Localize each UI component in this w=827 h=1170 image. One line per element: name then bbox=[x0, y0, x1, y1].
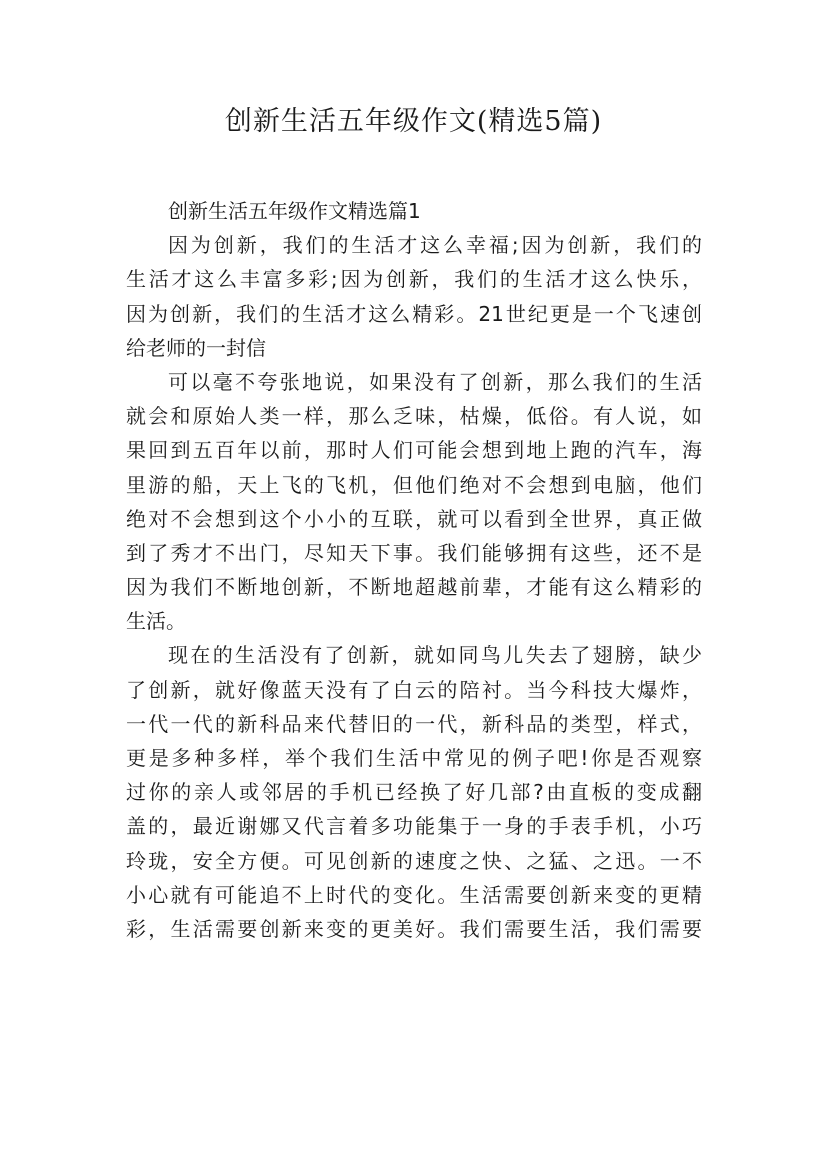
paragraph-line: 玲珑，安全方便。可见创新的速度之快、之猛、之迅。一不 bbox=[126, 848, 702, 873]
paragraph-line: 现在的生活没有了创新，就如同鸟儿失去了翅膀，缺少 bbox=[168, 643, 702, 668]
paragraph-line: 过你的亲人或邻居的手机已经换了好几部?由直板的变成翻 bbox=[126, 780, 702, 805]
paragraph-line: 绝对不会想到这个小小的互联，就可以看到全世界，真正做 bbox=[126, 506, 702, 531]
paragraph-line: 彩，生活需要创新来变的更美好。我们需要生活，我们需要 bbox=[126, 916, 702, 941]
paragraph-line: 因为我们不断地创新，不断地超越前辈，才能有这么精彩的 bbox=[126, 575, 702, 600]
paragraph-line: 里游的船，天上飞的飞机，但他们绝对不会想到电脑，他们 bbox=[126, 472, 702, 497]
paragraph-line: 了创新，就好像蓝天没有了白云的陪衬。当今科技大爆炸， bbox=[126, 677, 702, 702]
document-title: 创新生活五年级作文(精选5篇) bbox=[224, 106, 603, 137]
paragraph-line: 给老师的一封信 bbox=[126, 335, 266, 360]
paragraph-line: 因为创新，我们的生活才这么幸福;因为创新，我们的 bbox=[168, 233, 702, 258]
paragraph-line: 生活才这么丰富多彩;因为创新，我们的生活才这么快乐， bbox=[126, 267, 702, 292]
paragraph-line: 果回到五百年以前，那时人们可能会想到地上跑的汽车，海 bbox=[126, 438, 702, 463]
paragraph-line: 盖的，最近谢娜又代言着多功能集于一身的手表手机，小巧 bbox=[126, 814, 702, 839]
section-heading: 创新生活五年级作文精选篇1 bbox=[168, 199, 421, 223]
paragraph-line: 一代一代的新科品来代替旧的一代，新科品的类型，样式， bbox=[126, 711, 702, 736]
paragraph-line: 到了秀才不出门，尽知天下事。我们能够拥有这些，还不是 bbox=[126, 540, 702, 565]
paragraph-line: 小心就有可能追不上时代的变化。生活需要创新来变的更精 bbox=[126, 882, 702, 907]
paragraph-line: 可以毫不夸张地说，如果没有了创新，那么我们的生活 bbox=[168, 369, 702, 394]
paragraph-line: 因为创新，我们的生活才这么精彩。21世纪更是一个飞速创 bbox=[126, 301, 702, 326]
paragraph-line: 更是多种多样，举个我们生活中常见的例子吧!你是否观察 bbox=[126, 746, 702, 770]
paragraph-line: 生活。 bbox=[126, 609, 186, 634]
paragraph-line: 就会和原始人类一样，那么乏味，枯燥，低俗。有人说，如 bbox=[126, 404, 702, 429]
document-body bbox=[126, 194, 702, 946]
